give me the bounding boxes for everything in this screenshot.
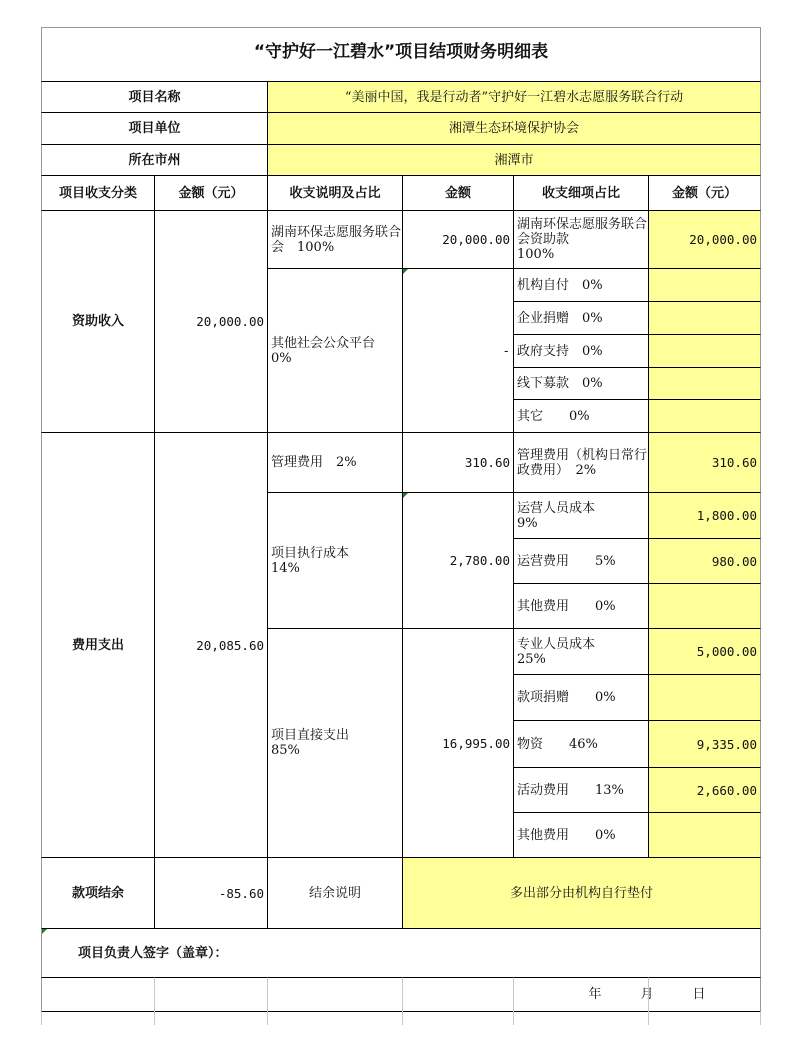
expense-item-amount[interactable]: 5,000.00 — [649, 629, 760, 674]
project-unit-value[interactable]: 湘潭生态环境保护协会 — [268, 113, 760, 144]
city-label: 所在市州 — [128, 152, 181, 168]
cell-comment-marker — [403, 269, 408, 274]
expense-item-label: 活动费用 13% — [517, 782, 624, 798]
expense-item-amount[interactable]: 980.00 — [649, 539, 760, 583]
income-label: 资助收入 — [71, 314, 124, 329]
expense-item-label: 专业人员成本 25% — [517, 636, 596, 667]
expense-item-label: 其他费用 0% — [517, 598, 616, 614]
expense-group-amount: 310.60 — [464, 455, 510, 470]
sheet-title: “守护好一江碧水”项目结项财务明细表 — [253, 41, 549, 62]
expense-group-desc: 项目执行成本 14% — [271, 545, 350, 576]
signature-date: 年 月 日 — [588, 987, 706, 1002]
income-group-amount: - — [502, 343, 510, 358]
expense-label: 费用支出 — [71, 637, 124, 653]
expense-item-label: 管理费用（机构日常行政费用） 2% — [517, 447, 648, 478]
expense-item-amount[interactable]: 9,335.00 — [649, 721, 760, 767]
header-detail-amount: 金额（元） — [671, 185, 737, 201]
income-group-desc: 湖南环保志愿服务联合会 100% — [271, 224, 402, 255]
income-total: 20,000.00 — [196, 314, 264, 329]
header-desc: 收支说明及占比 — [289, 185, 381, 201]
project-name-label: 项目名称 — [128, 89, 181, 105]
income-item-label: 湖南环保志愿服务联合会资助款 100% — [517, 217, 648, 262]
expense-item-label: 款项捐赠 0% — [517, 690, 616, 705]
cell-comment-marker — [403, 493, 408, 498]
balance-label: 款项结余 — [71, 885, 124, 901]
income-item-label: 其它 0% — [517, 408, 590, 424]
header-desc-amount: 金额 — [444, 185, 471, 201]
expense-item-label: 物资 46% — [517, 736, 598, 752]
expense-item-label: 运营人员成本 9% — [517, 500, 596, 531]
income-item-amount[interactable]: 20,000.00 — [649, 211, 760, 268]
expense-item-amount[interactable]: 310.60 — [649, 433, 760, 492]
income-group-amount: 20,000.00 — [442, 232, 510, 247]
income-item-label: 企业捐赠 0% — [517, 310, 603, 326]
city-value[interactable]: 湘潭市 — [268, 145, 760, 175]
expense-item-label: 运营费用 5% — [517, 553, 616, 569]
signature-label: 项目负责人签字（盖章）： — [78, 945, 228, 961]
expense-group-desc: 项目直接支出 85% — [271, 728, 350, 758]
balance-desc-label: 结余说明 — [308, 885, 361, 901]
header-amount: 金额（元） — [178, 185, 244, 201]
expense-item-label: 其他费用 0% — [517, 827, 616, 843]
expense-total: 20,085.60 — [196, 637, 264, 653]
expense-group-amount: 2,780.00 — [449, 553, 510, 568]
project-name-value[interactable]: “美丽中国，我是行动者”守护好一江碧水志愿服务联合行动 — [268, 82, 760, 112]
expense-item-amount[interactable]: 2,660.00 — [649, 768, 760, 812]
income-item-label: 线下募款 0% — [517, 376, 603, 391]
income-item-label: 机构自付 0% — [517, 277, 603, 293]
balance-amount: -85.60 — [218, 885, 264, 901]
expense-group-desc: 管理费用 2% — [271, 455, 357, 470]
cell-comment-marker — [42, 929, 47, 934]
header-category: 项目收支分类 — [58, 185, 137, 201]
project-unit-label: 项目单位 — [128, 121, 181, 136]
balance-desc-value[interactable]: 多出部分由机构自行垫付 — [403, 858, 760, 928]
income-item-label: 政府支持 0% — [517, 343, 603, 359]
income-group-desc: 其他社会公众平台 0% — [271, 335, 376, 366]
expense-group-amount: 16,995.00 — [442, 735, 510, 751]
expense-item-amount[interactable]: 1,800.00 — [649, 493, 760, 538]
header-detail: 收支细项占比 — [541, 185, 620, 201]
